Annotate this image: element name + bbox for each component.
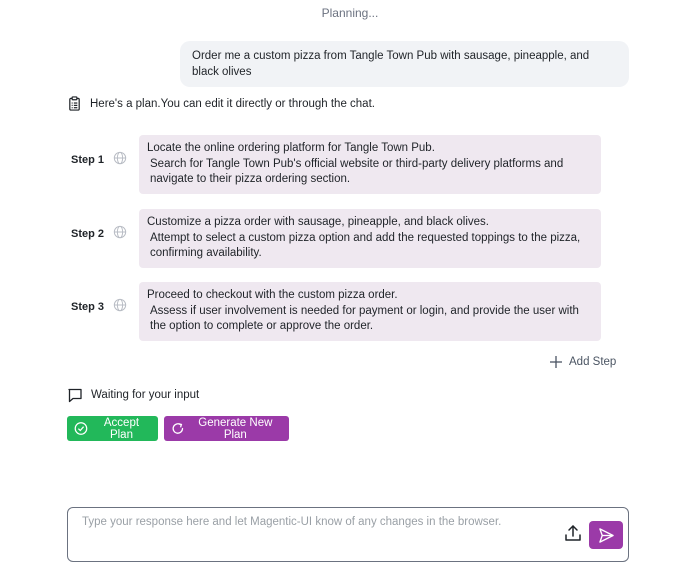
accept-plan-button[interactable] [67, 416, 158, 441]
response-input[interactable] [82, 516, 552, 554]
status-text: Planning... [321, 6, 379, 20]
step-title: Customize a pizza order with sausage, pineapple, and black olives. [147, 216, 489, 228]
waiting-label: Waiting for your input [91, 389, 200, 401]
accept-plan-label: Accept Plan [103, 416, 140, 441]
step-detail: Search for Tangle Town Pub's official website or third-party delivery platforms and navigate to their pizza ordering section. [150, 157, 564, 185]
clipboard-icon [67, 96, 82, 111]
globe-icon[interactable] [113, 298, 127, 312]
upload-icon[interactable] [563, 523, 583, 543]
plan-step-1 [71, 135, 601, 194]
step-title: Proceed to checkout with the custom pizza order. [147, 289, 398, 301]
add-step-button[interactable] [549, 355, 616, 369]
globe-icon[interactable] [113, 151, 127, 165]
step-editor[interactable] [139, 135, 601, 194]
step-editor[interactable] [139, 209, 601, 268]
generate-new-plan-button[interactable] [164, 416, 289, 441]
check-circle-icon [74, 421, 88, 436]
add-step-label: Add Step [569, 356, 617, 368]
plus-icon [549, 355, 563, 369]
plan-step-2 [71, 209, 601, 268]
generate-new-plan-label: Generate New Plan [198, 416, 273, 441]
step-label: Step 1 [71, 154, 105, 166]
plan-step-3 [71, 282, 601, 341]
waiting-status [67, 387, 199, 403]
step-detail: Attempt to select a custom pizza option and add the requested toppings to the pizza, confirming availability. [150, 231, 581, 259]
response-input-container [67, 507, 629, 562]
plan-intro-text: Here's a plan.You can edit it directly or through the chat. [90, 97, 375, 110]
step-detail: Assess if user involvement is needed for payment or login, and provide the user with the option to complete or approve the order. [150, 304, 579, 332]
send-button[interactable] [589, 521, 623, 549]
plan-intro [67, 96, 375, 111]
globe-icon[interactable] [113, 225, 127, 239]
step-editor[interactable] [139, 282, 601, 341]
send-icon [598, 527, 615, 544]
refresh-icon [171, 421, 185, 436]
step-label: Step 2 [71, 228, 105, 240]
user-message-bubble: Order me a custom pizza from Tangle Town Pub with sausage, pineapple, and black olives [180, 41, 629, 87]
step-label: Step 3 [71, 301, 105, 313]
step-title: Locate the online ordering platform for Tangle Town Pub. [147, 142, 435, 154]
chat-bubble-icon [67, 387, 83, 403]
